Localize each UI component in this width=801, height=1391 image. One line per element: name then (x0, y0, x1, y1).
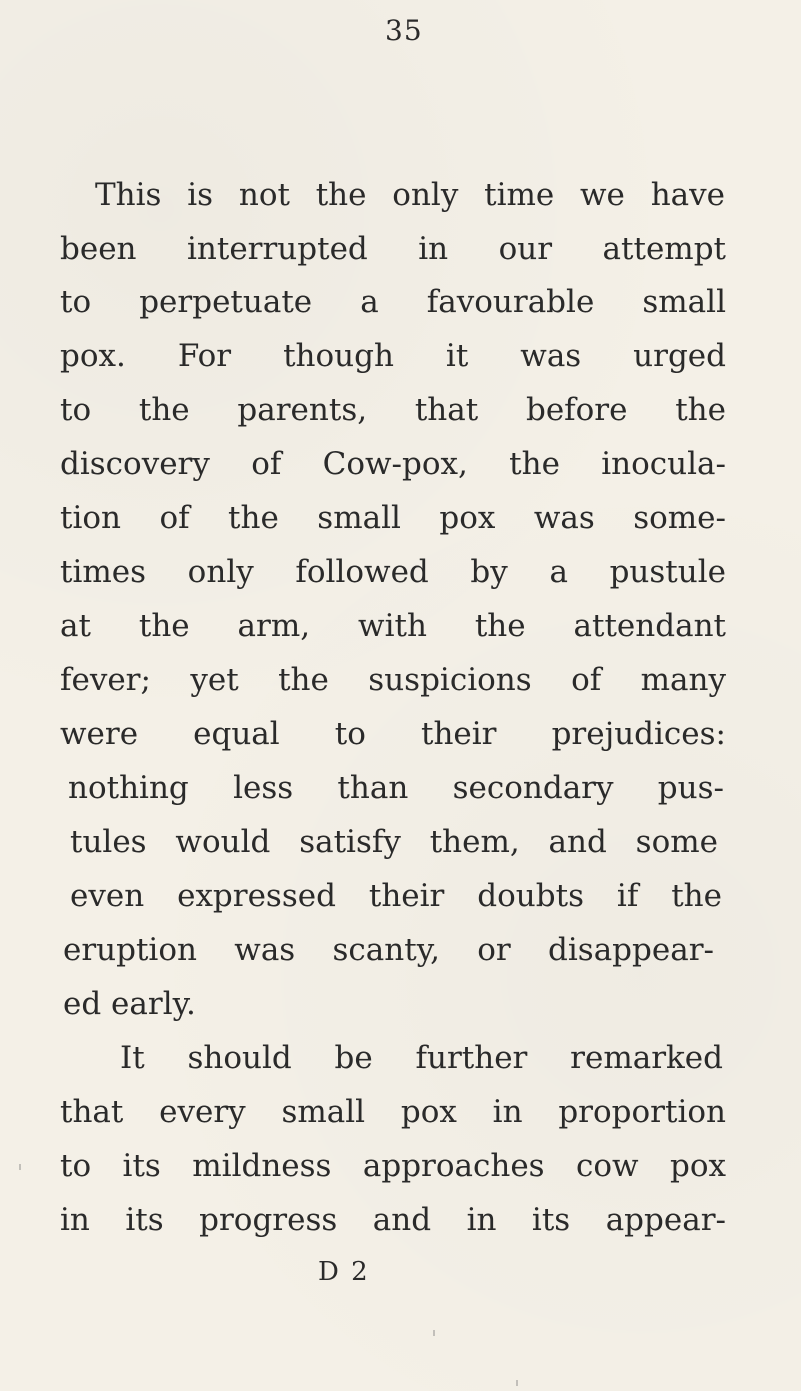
paper-speck (516, 1380, 518, 1386)
text-line-14: even expressed their doubts if the (70, 878, 722, 914)
text-line-8: times only followed by a pustule (60, 554, 726, 590)
text-line-16: ed early. (63, 986, 196, 1022)
text-line-15: eruption was scanty, or disappear- (63, 932, 714, 968)
text-line-7: tion of the small pox was some- (60, 500, 726, 536)
text-line-17: It should be further remarked (120, 1040, 723, 1076)
text-line-10: fever; yet the suspicions of many (60, 662, 726, 698)
text-line-9: at the arm, with the attendant (60, 608, 726, 644)
text-line-5: to the parents, that before the (60, 392, 726, 428)
text-line-12: nothing less than secondary pus- (68, 770, 724, 806)
paper-speck (19, 1164, 21, 1170)
text-line-6: discovery of Cow-pox, the inocula- (60, 446, 726, 482)
text-line-11: were equal to their prejudices: (60, 716, 726, 752)
page-number: 35 (385, 14, 423, 47)
paper-speck (433, 1330, 435, 1336)
text-line-2: been interrupted in our attempt (60, 231, 726, 267)
text-line-20: in its progress and in its appear- (60, 1202, 726, 1238)
signature-mark: D 2 (318, 1257, 370, 1287)
text-line-4: pox. For though it was urged (60, 338, 726, 374)
text-line-3: to perpetuate a favourable small (60, 284, 726, 320)
text-line-13: tules would satisfy them, and some (70, 824, 718, 860)
text-line-19: to its mildness approaches cow pox (60, 1148, 726, 1184)
text-line-1: This is not the only time we have (95, 177, 725, 213)
text-line-18: that every small pox in proportion (60, 1094, 726, 1130)
